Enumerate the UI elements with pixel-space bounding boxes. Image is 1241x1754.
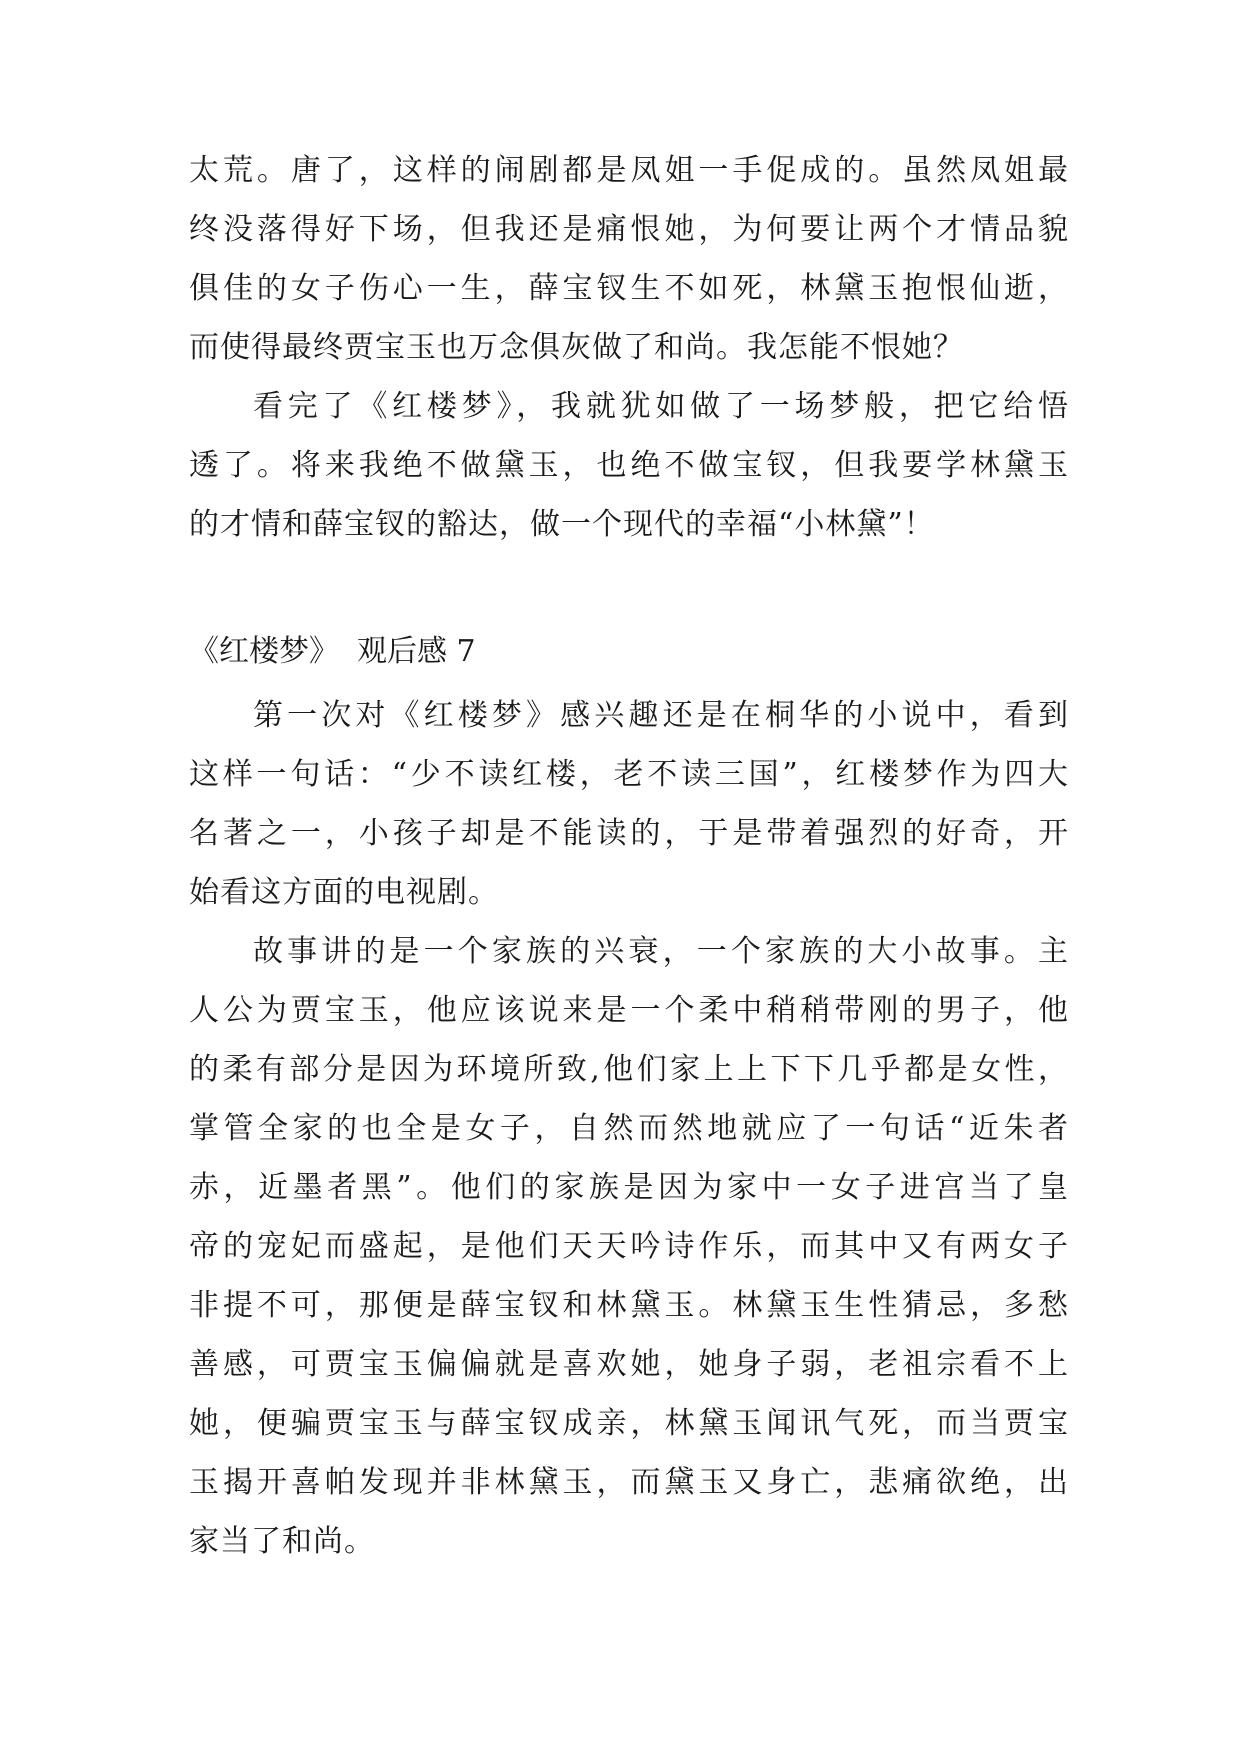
text-line: 始看这方面的电视剧。 [189,875,499,910]
text-line: 太荒。唐了，这样的闹剧都是凤姐一手促成的。虽然凤姐最 [189,153,1069,188]
text-line: 善感，可贾宝玉偏偏就是喜欢她，她身子弱，老祖宗看不上 [189,1347,1069,1382]
heading-suffix: 观后感 7 [357,634,476,669]
text-line: 俱佳的女子伤心一生，薛宝钗生不如死，林黛玉抱恨仙逝， [189,271,1069,306]
paragraph-conclusion [189,377,1069,554]
text-line: 名著之一，小孩子却是不能读的，于是带着强烈的好奇，开 [189,816,1069,851]
text-line: 的柔有部分是因为环境所致,他们家上上下下几乎都是女性， [189,1052,1069,1087]
text-line: 帝的宠妃而盛起，是他们天天吟诗作乐，而其中又有两女子 [189,1229,1069,1264]
text-line: 这样一句话：“少不读红楼，老不读三国”，红楼梦作为四大 [189,757,1069,792]
text-line: 看完了《红楼梦》，我就犹如做了一场梦般，把它给悟 [253,389,1069,424]
text-line: 终没落得好下场，但我还是痛恨她，为何要让两个才情品貌 [189,212,1069,247]
text-line: 透了。将来我绝不做黛玉，也绝不做宝钗，但我要学林黛玉 [189,448,1069,483]
text-line: 玉揭开喜帕发现并非林黛玉，而黛玉又身亡，悲痛欲绝，出 [189,1465,1069,1500]
text-line: 赤，近墨者黑”。他们的家族是因为家中一女子进宫当了皇 [189,1170,1069,1205]
text-line: 第一次对《红楼梦》感兴趣还是在桐华的小说中，看到 [253,698,1069,733]
text-line: 而使得最终贾宝玉也万念俱灰做了和尚。我怎能不恨她？ [189,330,964,365]
text-line: 她，便骗贾宝玉与薛宝钗成亲，林黛玉闻讯气死，而当贾宝 [189,1406,1069,1441]
paragraph-intro [189,686,1069,922]
section-heading [189,622,476,681]
heading-title: 《红楼梦》 [189,634,339,669]
text-line: 人公为贾宝玉，他应该说来是一个柔中稍稍带刚的男子，他 [189,993,1069,1028]
text-line: 掌管全家的也全是女子，自然而然地就应了一句话“近朱者 [189,1111,1069,1146]
paragraph-story [189,922,1069,1571]
text-line: 故事讲的是一个家族的兴衰，一个家族的大小故事。主 [253,934,1069,969]
text-line: 的才情和薛宝钗的豁达，做一个现代的幸福“小林黛”！ [189,507,935,542]
text-line: 非提不可，那便是薛宝钗和林黛玉。林黛玉生性猜忌，多愁 [189,1288,1069,1323]
paragraph-continuation [189,141,1069,377]
text-line: 家当了和尚。 [189,1524,375,1559]
